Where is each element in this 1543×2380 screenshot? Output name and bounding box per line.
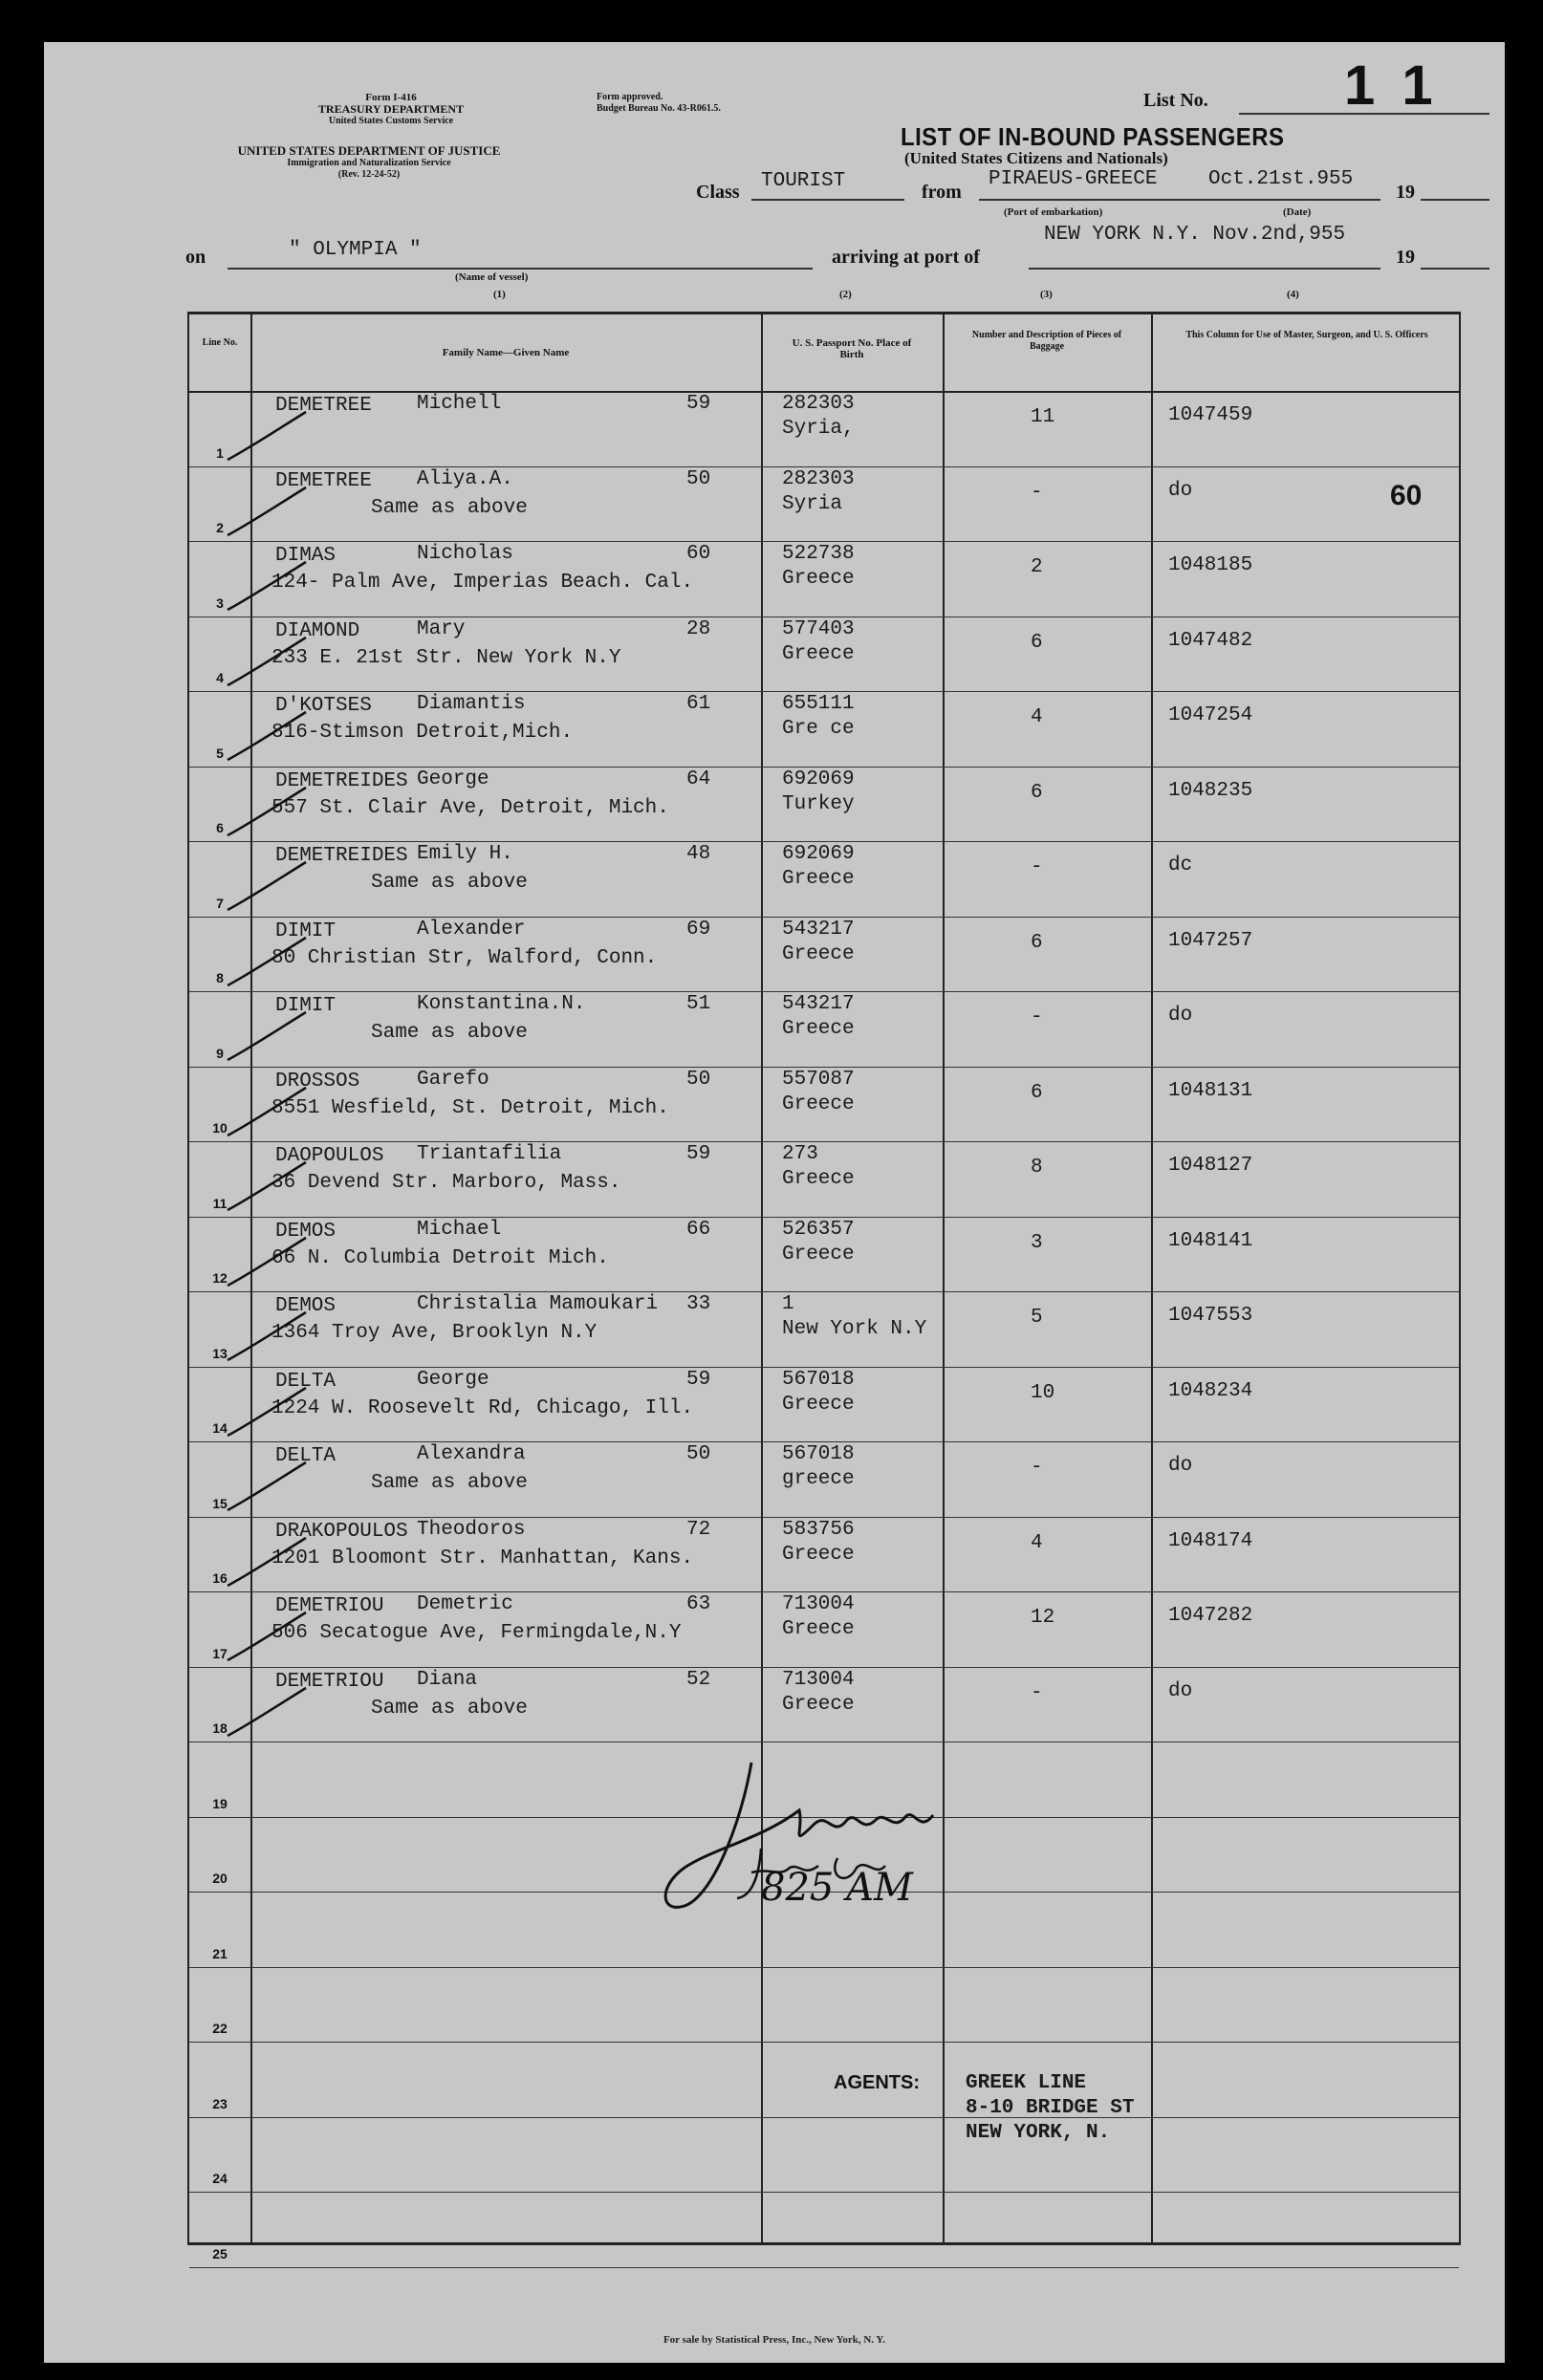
class-rule (751, 199, 904, 201)
passenger-address: 1364 Troy Ave, Brooklyn N.Y (272, 1322, 598, 1344)
passport-number: 273 (782, 1143, 818, 1165)
given-name: Triantafilia (417, 1143, 562, 1165)
baggage-count: 6 (1031, 931, 1043, 954)
printer-credit: For sale by Statistical Press, Inc., New York, N. Y. (663, 2334, 886, 2346)
col4-number: (4) (1287, 289, 1299, 300)
family-name: DEMETRIOU (275, 1595, 384, 1617)
header-passport: U. S. Passport No. Place of Birth (792, 337, 912, 360)
from-label: from (922, 182, 962, 203)
check-mark (224, 634, 310, 691)
line-number: 14 (212, 1420, 228, 1436)
col3-number: (3) (1040, 289, 1053, 300)
passenger-age: 72 (686, 1518, 711, 1541)
family-name: DRAKOPOULOS (275, 1520, 408, 1543)
row-rule (189, 1967, 1459, 1968)
line-number: 5 (216, 745, 224, 761)
row-rule (189, 2042, 1459, 2043)
check-mark (224, 1008, 310, 1066)
row-rule (189, 1291, 1459, 1292)
row-rule (189, 991, 1459, 992)
family-name: DELTA (275, 1370, 337, 1393)
row-rule (189, 767, 1459, 768)
line-number: 15 (212, 1495, 228, 1511)
officer-note: 1048185 (1168, 554, 1253, 576)
line-number: 7 (216, 895, 224, 911)
col2-number: (2) (839, 289, 852, 300)
baggage-count: 4 (1031, 1531, 1043, 1554)
line-number: 6 (216, 820, 224, 835)
officer-note: 1047254 (1168, 704, 1253, 726)
row-rule (189, 2117, 1459, 2118)
check-mark (224, 484, 310, 541)
officer-note: do (1168, 1005, 1193, 1027)
baggage-count: - (1031, 856, 1043, 878)
check-mark (224, 1684, 310, 1742)
passenger-address: Same as above (371, 496, 528, 519)
passenger-address: Same as above (371, 872, 528, 894)
birth-place: Greece (782, 642, 855, 665)
family-name: DIMIT (275, 995, 337, 1017)
row-rule (189, 1667, 1459, 1668)
officer-note: do (1168, 1679, 1193, 1702)
check-mark (224, 408, 310, 465)
passport-number: 567018 (782, 1368, 855, 1391)
passenger-age: 59 (686, 1143, 711, 1165)
passenger-address: Same as above (371, 1697, 528, 1720)
passport-number: 543217 (782, 918, 855, 941)
given-name: George (417, 1368, 489, 1391)
birth-place: Greece (782, 1093, 855, 1115)
given-name: Michael (417, 1218, 502, 1241)
passenger-age: 59 (686, 393, 711, 415)
baggage-count: 4 (1031, 706, 1043, 728)
header-baggage: Number and Description of Pieces of Baggage (971, 330, 1122, 352)
line-number: 11 (212, 1195, 228, 1211)
check-mark (224, 1309, 310, 1366)
baggage-count: 8 (1031, 1157, 1043, 1179)
departure-date: Oct.21st.955 (1208, 168, 1354, 190)
passport-number: 1 (782, 1293, 794, 1315)
given-name: Mary (417, 617, 466, 640)
passenger-address: 36 Devend Str. Marboro, Mass. (272, 1172, 621, 1194)
vessel-caption: (Name of vessel) (455, 271, 529, 283)
row-rule (189, 1367, 1459, 1368)
birth-place: Greece (782, 568, 855, 590)
given-name: Diana (417, 1668, 478, 1691)
birth-place: Greece (782, 868, 855, 890)
class-label: Class (696, 182, 740, 203)
family-name: DAOPOULOS (275, 1145, 384, 1167)
row-rule (189, 2267, 1459, 2268)
passenger-age: 50 (686, 1443, 711, 1465)
passenger-age: 48 (686, 843, 711, 865)
birth-place: Greece (782, 1618, 855, 1640)
port-caption: (Port of embarkation) (1004, 206, 1103, 218)
baggage-count: - (1031, 1006, 1043, 1028)
family-name: DEMETREIDES (275, 769, 408, 792)
family-name: DIMIT (275, 920, 337, 942)
vessel-name: " OLYMPIA " (289, 239, 422, 261)
baggage-count: 3 (1031, 1231, 1043, 1254)
passenger-age: 60 (686, 543, 711, 565)
arrival-time: 825 AM (761, 1866, 913, 1910)
family-name: DELTA (275, 1445, 337, 1467)
passport-number: 522738 (782, 543, 855, 565)
arrival-year-label: 19 (1396, 247, 1415, 268)
birth-place: greece (782, 1468, 855, 1490)
check-mark (224, 1234, 310, 1291)
officer-note: 1047459 (1168, 404, 1253, 426)
passenger-address: 66 N. Columbia Detroit Mich. (272, 1246, 609, 1269)
passport-number: 655111 (782, 693, 855, 715)
family-name: DIAMOND (275, 619, 360, 642)
line-number: 24 (212, 2171, 228, 2186)
birth-place: Syria (782, 492, 843, 515)
revision-date: (Rev. 12-24-52) (337, 169, 401, 180)
birth-place: New York N.Y (782, 1318, 927, 1340)
passenger-table (187, 312, 1461, 2261)
passenger-age: 61 (686, 693, 711, 715)
birth-place: Greece (782, 1543, 855, 1566)
given-name: Konstantina.N. (417, 993, 586, 1015)
line-number: 12 (212, 1270, 228, 1286)
officer-note: 1047257 (1168, 929, 1253, 952)
birth-place: Gre ce (782, 718, 855, 740)
line-number: 21 (212, 1945, 228, 1961)
row-rule (189, 1217, 1459, 1218)
family-name: D'KOTSES (275, 695, 372, 717)
birth-place: Greece (782, 1393, 855, 1416)
ins-service: Immigration and Naturalization Service (287, 158, 451, 168)
passenger-age: 50 (686, 1068, 711, 1091)
passenger-age: 33 (686, 1293, 711, 1315)
officer-note: 1048131 (1168, 1079, 1253, 1102)
check-mark (224, 1534, 310, 1591)
line-number: 22 (212, 2021, 228, 2036)
family-name: DEMOS (275, 1220, 337, 1243)
passenger-address: 8551 Wesfield, St. Detroit, Mich. (272, 1096, 669, 1119)
list-no-rule (1239, 113, 1489, 115)
line-number: 3 (216, 595, 224, 611)
year-rule (1421, 199, 1489, 201)
passenger-age: 52 (686, 1668, 711, 1691)
officer-note: dc (1168, 855, 1193, 876)
passenger-address: 1224 W. Roosevelt Rd, Chicago, Ill. (272, 1396, 694, 1419)
line-number: 13 (212, 1345, 228, 1361)
manifest-sheet (44, 42, 1505, 2363)
passport-number: 583756 (782, 1518, 855, 1541)
row-rule (189, 691, 1459, 692)
check-mark (224, 1084, 310, 1141)
given-name: Garefo (417, 1068, 489, 1091)
baggage-count: - (1031, 1457, 1043, 1479)
line-number: 1 (216, 444, 224, 461)
passport-number: 543217 (782, 993, 855, 1015)
vessel-rule (228, 268, 813, 270)
agents-line2: 8-10 BRIDGE ST (966, 2097, 1135, 2119)
from-value: PIRAEUS-GREECE (989, 168, 1158, 190)
line-number: 19 (212, 1795, 228, 1811)
line-number: 9 (216, 1045, 224, 1061)
passport-number: 282303 (782, 467, 855, 490)
given-name: Demetric (417, 1593, 513, 1615)
baggage-count: 5 (1031, 1307, 1043, 1329)
arriving-label: arriving at port of (832, 247, 980, 268)
line-number: 8 (216, 970, 224, 985)
given-name: Alexandra (417, 1443, 526, 1465)
given-name: Alexander (417, 918, 526, 941)
given-name: Diamantis (417, 693, 526, 715)
birth-place: Greece (782, 942, 855, 965)
class-value: TOURIST (761, 170, 846, 192)
given-name: Theodoros (417, 1518, 526, 1541)
baggage-count: 12 (1031, 1607, 1055, 1629)
baggage-count: 10 (1031, 1381, 1055, 1404)
passenger-age: 64 (686, 768, 711, 790)
form-approved: Form approved. (597, 92, 663, 102)
birth-place: Syria, (782, 418, 855, 440)
passenger-address: 1201 Bloomont Str. Manhattan, Kans. (272, 1547, 694, 1569)
header-line-no: Line No. (202, 337, 238, 348)
agents-line1: GREEK LINE (966, 2072, 1087, 2094)
passport-number: 713004 (782, 1668, 855, 1691)
baggage-count: - (1031, 481, 1043, 504)
check-mark (224, 1384, 310, 1441)
officer-note: 1048127 (1168, 1155, 1253, 1177)
check-mark (224, 784, 310, 841)
arrival-port: NEW YORK N.Y. Nov.2nd,955 (1044, 224, 1346, 246)
row-rule (189, 1441, 1459, 1442)
family-name: DEMETREE (275, 395, 372, 417)
passenger-age: 51 (686, 993, 711, 1015)
line-number: 23 (212, 2095, 228, 2111)
passenger-address: Same as above (371, 1022, 528, 1044)
passport-number: 526357 (782, 1218, 855, 1241)
baggage-count: 6 (1031, 1081, 1043, 1104)
passenger-address: Same as above (371, 1472, 528, 1494)
date-caption: (Date) (1283, 206, 1312, 218)
family-name: DEMOS (275, 1295, 337, 1317)
family-name: DEMETRIOU (275, 1670, 384, 1693)
given-name: Christalia Mamoukari (417, 1293, 659, 1315)
baggage-count: 6 (1031, 781, 1043, 804)
arrival-year-rule (1421, 268, 1489, 270)
given-name: Emily H. (417, 843, 513, 865)
baggage-count: 2 (1031, 556, 1043, 578)
line-number: 18 (212, 1720, 228, 1736)
passenger-address: 557 St. Clair Ave, Detroit, Mich. (272, 796, 669, 819)
line-number: 10 (212, 1120, 228, 1136)
officer-note: 1048234 (1168, 1379, 1253, 1402)
agents-label: AGENTS: (834, 2072, 920, 2093)
page-title: LIST OF IN-BOUND PASSENGERS (901, 122, 1285, 151)
list-no-label: List No. (1143, 90, 1208, 111)
passenger-address: 816-Stimson Detroit,Mich. (272, 722, 574, 744)
family-name: DIMAS (275, 545, 337, 567)
year-label: 19 (1396, 182, 1415, 203)
row2-annotation: 60 (1390, 480, 1423, 511)
given-name: Nicholas (417, 543, 513, 565)
row-rule (189, 917, 1459, 918)
given-name: Michell (417, 393, 502, 415)
check-mark (224, 858, 310, 916)
check-mark (224, 558, 310, 616)
family-name: DROSSOS (275, 1070, 360, 1093)
agents-line3: NEW YORK, N. (966, 2122, 1111, 2144)
row-rule (189, 541, 1459, 542)
passport-number: 713004 (782, 1593, 855, 1615)
line-number: 4 (216, 670, 224, 685)
officer-note: 1047482 (1168, 629, 1253, 652)
row-rule (189, 1067, 1459, 1068)
given-name: George (417, 768, 489, 790)
col-divider (1151, 314, 1153, 2242)
officer-note: 1047282 (1168, 1605, 1253, 1627)
passenger-address: 506 Secatogue Ave, Fermingdale,N.Y (272, 1622, 682, 1644)
family-name: DEMETREE (275, 469, 372, 492)
row-rule (189, 1141, 1459, 1142)
birth-place: Greece (782, 1168, 855, 1190)
birth-place: Greece (782, 1693, 855, 1716)
row-rule (189, 466, 1459, 467)
passenger-age: 50 (686, 467, 711, 490)
passport-number: 692069 (782, 843, 855, 865)
officer-note: 1047553 (1168, 1305, 1253, 1327)
check-mark (224, 1609, 310, 1666)
header-name: Family Name—Given Name (442, 347, 570, 358)
check-mark (224, 708, 310, 766)
line-number: 16 (212, 1570, 228, 1586)
page-subtitle: (United States Citizens and Nationals) (904, 149, 1168, 167)
passport-number: 557087 (782, 1068, 855, 1091)
row-rule (189, 2192, 1459, 2193)
from-rule (979, 199, 1380, 201)
passenger-age: 66 (686, 1218, 711, 1241)
passenger-address: 233 E. 21st Str. New York N.Y (272, 646, 621, 669)
arrival-rule (1029, 268, 1380, 270)
header-officers: This Column for Use of Master, Surgeon, and U. S. Officers (1185, 330, 1428, 340)
birth-place: Greece (782, 1018, 855, 1040)
treasury-dept: TREASURY DEPARTMENT (317, 102, 465, 116)
check-mark (224, 1158, 310, 1216)
officer-note: do (1168, 479, 1193, 502)
baggage-count: 6 (1031, 631, 1043, 654)
customs-service: United States Customs Service (328, 116, 454, 126)
passport-number: 282303 (782, 393, 855, 415)
row-rule (189, 1591, 1459, 1592)
budget-bureau: Budget Bureau No. 43-R061.5. (597, 103, 721, 114)
check-mark (224, 934, 310, 991)
col1-number: (1) (493, 289, 506, 300)
list-number: 1 1 (1344, 54, 1439, 117)
passenger-age: 69 (686, 918, 711, 941)
officer-note: 1048174 (1168, 1529, 1253, 1552)
passenger-age: 59 (686, 1368, 711, 1391)
form-number: Form I-416 (365, 92, 417, 103)
line-number: 17 (212, 1645, 228, 1661)
given-name: Aliya.A. (417, 467, 513, 490)
officer-note: 1048141 (1168, 1229, 1253, 1252)
line-number: 25 (212, 2245, 228, 2261)
officer-note: do (1168, 1455, 1193, 1477)
passport-number: 692069 (782, 768, 855, 790)
baggage-count: - (1031, 1681, 1043, 1704)
row-rule (189, 1517, 1459, 1518)
row-rule (189, 841, 1459, 842)
passenger-address: 80 Christian Str, Walford, Conn. (272, 946, 658, 969)
line-number: 20 (212, 1871, 228, 1886)
family-name: DEMETREIDES (275, 845, 408, 867)
justice-dept: UNITED STATES DEPARTMENT OF JUSTICE (237, 143, 501, 158)
check-mark (224, 1459, 310, 1516)
passport-number: 577403 (782, 617, 855, 640)
birth-place: Turkey (782, 792, 855, 815)
line-number: 2 (216, 520, 224, 535)
passport-number: 567018 (782, 1443, 855, 1465)
birth-place: Greece (782, 1243, 855, 1266)
passenger-address: 124- Palm Ave, Imperias Beach. Cal. (272, 572, 694, 594)
passenger-age: 63 (686, 1593, 711, 1615)
on-label: on (185, 247, 206, 268)
baggage-count: 11 (1031, 406, 1055, 428)
passenger-age: 28 (686, 617, 711, 640)
officer-note: 1048235 (1168, 779, 1253, 802)
